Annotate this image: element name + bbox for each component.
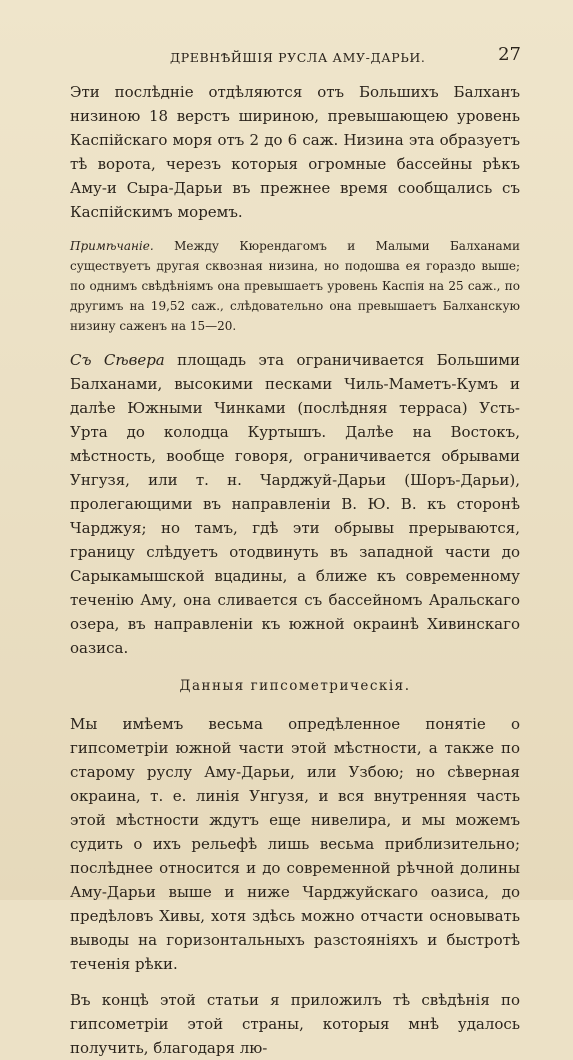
paragraph-hypsometry: Мы имѣемъ весьма опредѣленное понятіе о гипсометріи южной части этой мѣстности, а также по старому руслу Аму-Дарьи, или Узбою; но сѣверная окраина, т. е. линія Унгузя, и вся внутренняя часть этой мѣстности ждутъ еще нивелира, и мы можемъ судить о ихъ рельефѣ лишь весьма приблизительно; послѣднее относится и до современной рѣчной долины Аму-Дарьи выше и ниже Чарджуйскаго оазиса, до предѣловъ Хивы, хотя здѣсь можно отчасти основывать выводы на горизонтальныхъ разстояніяхъ и быстротѣ теченія рѣки. bbox=[70, 715, 520, 973]
emphasis-north: Съ Сѣвера bbox=[70, 351, 165, 369]
paragraph-balkhans-lowland: Эти послѣдніе отдѣляются отъ Большихъ Балханъ низиною 18 верстъ шириною, превышающею уровень Каспійскаго моря отъ 2 до 6 саж. Низина эта образуетъ тѣ ворота, черезъ которыя огромные бассейны рѣкъ Аму-и Сыра-Дарьи въ прежнее время сообщались съ Каспійскимъ моремъ. bbox=[70, 83, 520, 221]
note-text: Между Кюрендагомъ и Малыми Балханами существуетъ другая сквозная низина, но подошва ея гораздо выше; по однимъ свѣдѣніямъ она превышаетъ уровень Каспія на 25 саж., по другимъ на 19,52 саж., слѣдовательно она превышаетъ Балханскую низину саженъ на 15—20. bbox=[70, 239, 520, 333]
footnote-remark bbox=[70, 236, 520, 336]
note-label: Примѣчаніе. bbox=[70, 239, 154, 253]
page-body bbox=[70, 80, 520, 1060]
page-number: 27 bbox=[498, 44, 521, 65]
paragraph-gap bbox=[70, 976, 520, 988]
section-heading: Данныя гипсометрическія. bbox=[179, 678, 411, 694]
page-header bbox=[0, 42, 573, 70]
paragraph-northern-boundary bbox=[70, 348, 520, 660]
paragraph-appendix-note: Въ концѣ этой статьи я приложилъ тѣ свѣдѣнія по гипсометріи этой страны, которыя мнѣ удалось получить, благодаря лю- bbox=[70, 991, 520, 1057]
paragraph-northern-boundary-text: площадь эта ограничивается Большими Балханами, высокими песками Чиль-Маметъ-Кумъ и далѣе Южными Чинками (послѣдняя терраса) Усть-Урта до колодца Куртышъ. Далѣе на Востокъ, мѣстность, вообще говоря, ограничивается обрывами Унгузя, или т. н. Чарджуй-Дарьи (Шоръ-Дарьи), пролегающими въ направленіи В. Ю. В. къ сторонѣ Чарджуя; но тамъ, гдѣ эти обрывы прерываются, границу слѣдуетъ отодвинуть въ западной части до Сарыкамышской вцадины, а ближе къ современному теченію Аму, она сливается съ бассейномъ Аральскаго озера, въ направленіи къ южной окраинѣ Хивинскаго оазиса. bbox=[70, 351, 520, 657]
running-title: ДРЕВНѢЙШІЯ РУСЛА АМУ-ДАРЬИ. bbox=[170, 50, 426, 65]
